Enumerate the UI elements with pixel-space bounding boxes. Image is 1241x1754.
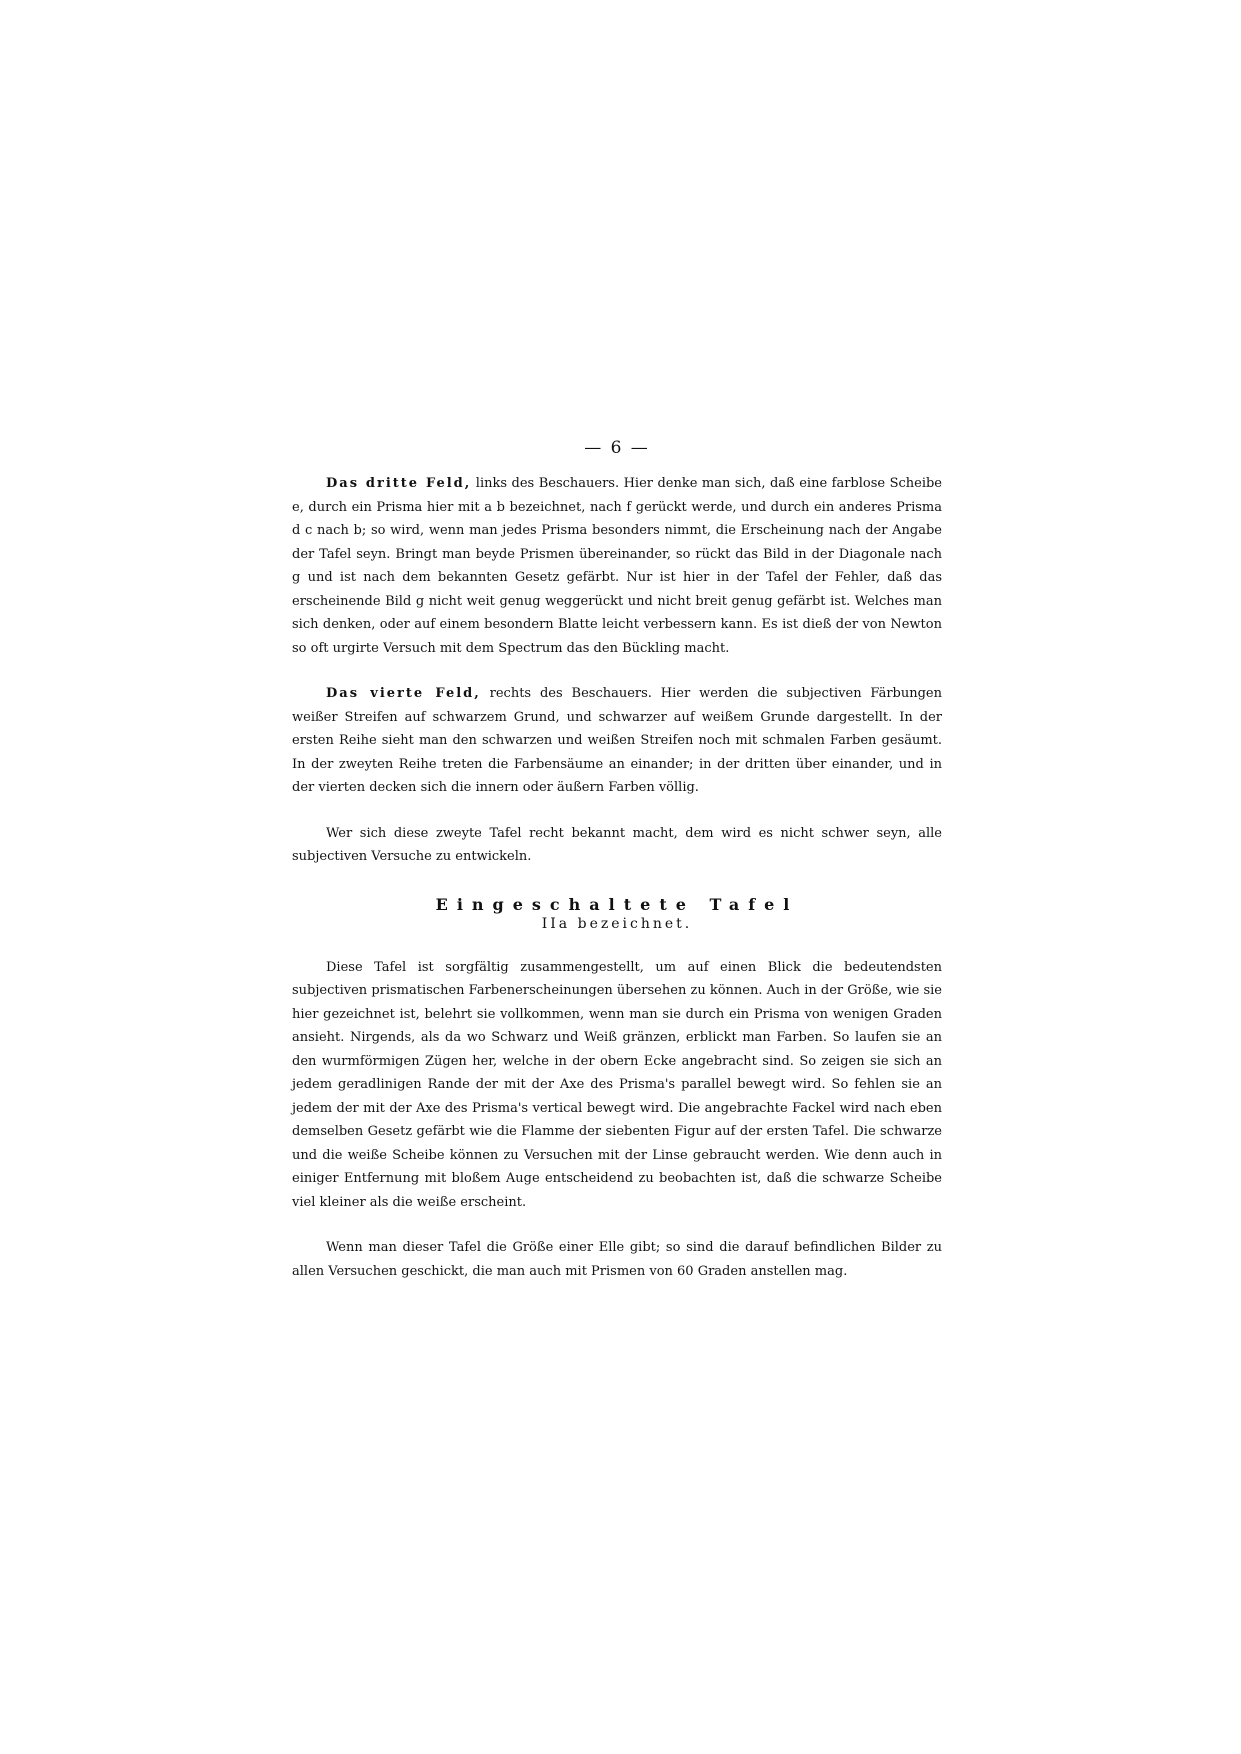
paragraph-dritte-feld (292, 472, 942, 660)
paragraph-tafel-groesse: Wenn man dieser Tafel die Größe einer Elle gibt; so sind die darauf befindlichen Bilder zu allen Versuchen geschickt, die man auch mit Prismen von 60 Graden anstellen mag. (292, 1240, 942, 1279)
section-heading: Eingeschaltete Tafel (435, 894, 799, 914)
paragraph-lead: Das dritte Feld, (326, 476, 472, 491)
paragraph-lead: Das vierte Feld, (326, 686, 481, 701)
book-page (292, 438, 942, 1283)
paragraph-text: rechts des Beschauers. Hier werden die subjectiven Färbungen weißer Streifen auf schwarzem Grund, und schwarzer auf weißem Grunde dargestellt. In der ersten Reihe sieht man den schwarzen und weißen Streifen noch mit schmalen Farben gesäumt. In der zweyten Reihe treten die Farbensäume an einander; in der dritten über einander, und in der vierten decken sich die innern oder äußern Farben völlig. (292, 686, 942, 795)
paragraph-tafel-description: Diese Tafel ist sorgfältig zusammengestellt, um auf einen Blick die bedeutendsten subjectiven prismatischen Farbenerscheinungen übersehen zu können. Auch in der Größe, wie sie hier gezeichnet ist, belehrt sie vollkommen, wenn man sie durch ein Prisma von wenigen Graden ansieht. Nirgends, als da wo Schwarz und Weiß gränzen, erblickt man Farben. So laufen sie an den wurmförmigen Zügen her, welche in der obern Ecke angebracht sind. So zeigen sie sich an jedem geradlinigen Rande der mit der Axe des Prisma's parallel bewegt wird. So fehlen sie an jedem der mit der Axe des Prisma's vertical bewegt wird. Die angebrachte Fackel wird nach eben demselben Gesetz gefärbt wie die Flamme der siebenten Figur auf der ersten Tafel. Die schwarze und die weiße Scheibe können zu Versuchen mit der Linse gebraucht werden. Wie denn auch in einiger Entfernung mit bloßem Auge entscheidend zu beobachten ist, daß die schwarze Scheibe viel kleiner als die weiße erscheint. (292, 959, 942, 1210)
paragraph-text: links des Beschauers. Hier denke man sich, daß eine farblose Scheibe e, durch ein Prisma hier mit a b bezeichnet, nach f gerückt werde, und durch ein anderes Prisma d c nach b; so wird, wenn man jedes Prisma besonders nimmt, die Erscheinung nach der Angabe der Tafel seyn. Bringt man beyde Prismen übereinander, so rückt das Bild in der Diagonale nach g und ist nach dem bekannten Gesetz gefärbt. Nur ist hier in der Tafel der Fehler, daß das erscheinende Bild g nicht weit genug weggerückt und nicht breit genug gefärbt ist. Welches man sich denken, oder auf einem besondern Blatte leicht verbessern kann. Es ist dieß der von Newton so oft urgirte Versuch mit dem Spectrum das den Bückling macht. (292, 476, 942, 656)
section-subheading: IIa bezeichnet. (541, 915, 693, 932)
page-number: — 6 — (584, 438, 650, 458)
paragraph-vierte-feld (292, 682, 942, 800)
paragraph-zweyte-tafel (292, 822, 942, 869)
paragraph-text: Wer sich diese zweyte Tafel recht bekannt macht, dem wird es nicht schwer seyn, alle subjectiven Versuche zu entwickeln. (292, 825, 942, 864)
